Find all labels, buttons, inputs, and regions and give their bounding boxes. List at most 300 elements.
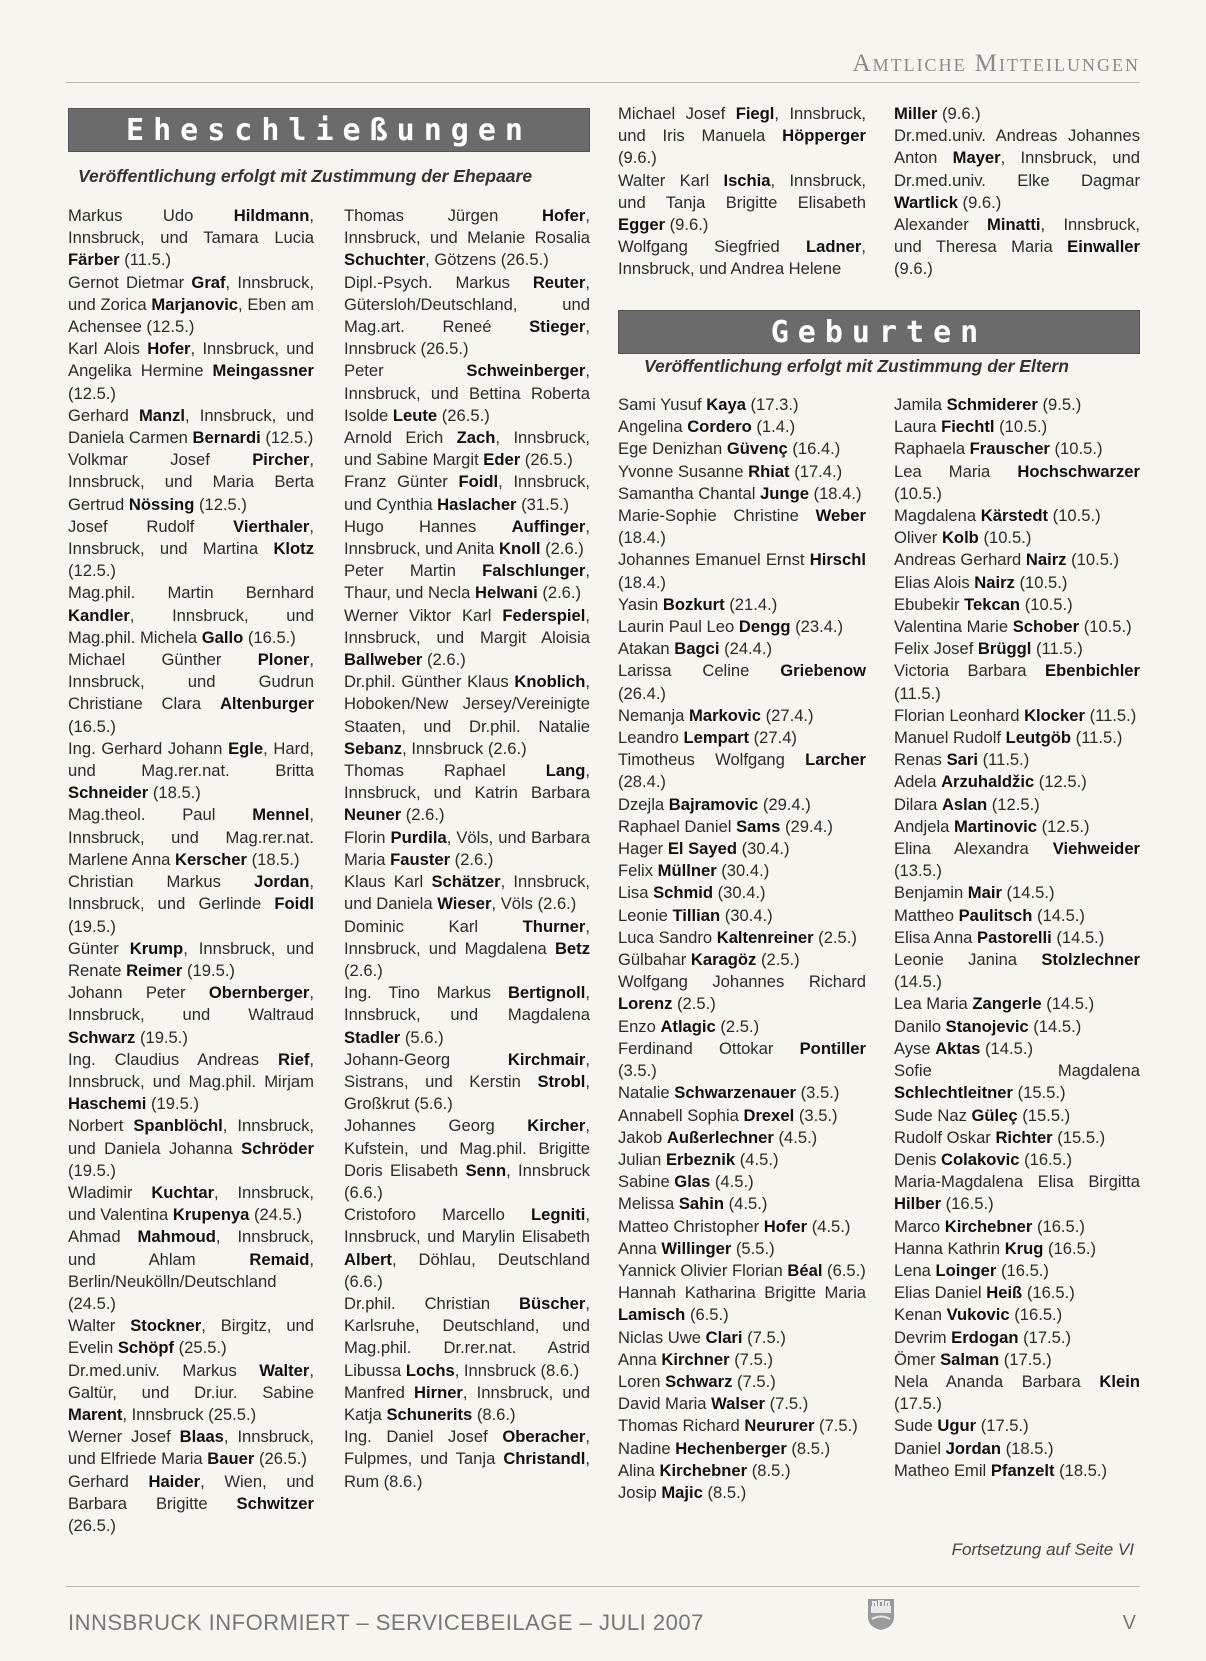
entry-text: (18.5.) [1054, 1460, 1108, 1480]
entry-text: (16.4.) [787, 439, 841, 459]
surname: Schuchter [344, 250, 426, 270]
birth-entry [894, 1371, 1140, 1415]
continued-note: Fortsetzung auf Seite VI [951, 1540, 1134, 1559]
birth-entry [618, 616, 866, 638]
surname: Schmid [653, 883, 713, 903]
entry-text: Lea Maria [894, 461, 1018, 481]
entry-text: (10.5.) [978, 528, 1032, 548]
entry-text: (17.3.) [745, 395, 799, 414]
surname: El Sayed [667, 839, 737, 859]
surname: Purdila [390, 827, 447, 847]
birth-entry [894, 1016, 1140, 1038]
entry-text: Günter [68, 938, 130, 958]
entry-text: (30.4.) [737, 839, 790, 859]
birth-entry [618, 1149, 866, 1171]
entry-text: Kenan [894, 1305, 947, 1325]
surname: Brüggl [977, 639, 1032, 659]
entry-text: (17.5.) [999, 1349, 1052, 1369]
entry-text: (26.5.) [68, 1515, 116, 1535]
entry-text: (17.5.) [1018, 1327, 1072, 1347]
entry-text: (15.5.) [1017, 1105, 1071, 1125]
entry-text: , Innsbruck, und Theresa Maria [894, 215, 1140, 257]
entry-text: Alexander [894, 215, 988, 235]
marriage-entry [68, 205, 314, 272]
surname: Tillian [672, 905, 721, 925]
entry-text: Maria-Magdalena Elisa Birgitta [894, 1172, 1140, 1192]
entry-text: Wladimir [68, 1182, 152, 1202]
entry-text: (19.5.) [68, 1160, 116, 1180]
surname: Ladner [806, 237, 862, 257]
entry-text: Ferdinand Ottokar [618, 1038, 800, 1058]
surname: Willinger [661, 1238, 732, 1258]
surname: Bauer [207, 1449, 255, 1469]
entry-text: (9.6.) [618, 148, 657, 168]
entry-text: , Innsbruck, und Bettina Roberta Isolde [344, 361, 590, 425]
eheschliessungen-column-3 [618, 103, 866, 281]
entry-text: Hager [618, 839, 668, 859]
entry-text: , Innsbruck, und Marylin Elisabeth [344, 1205, 590, 1247]
entry-text: Josip [618, 1482, 662, 1502]
birth-entry [894, 749, 1140, 771]
surname: Klocker [1024, 705, 1085, 725]
surname: Schwarz [665, 1371, 733, 1391]
entry-text: (16.5.) [941, 1194, 994, 1214]
entry-text: (14.5.) [980, 1038, 1033, 1058]
surname: Walter [259, 1360, 310, 1380]
entry-text: Sofie Magdalena [894, 1061, 1140, 1081]
marriage-entry [68, 1115, 314, 1182]
entry-text: (30.4.) [720, 905, 773, 925]
surname: Pontiller [799, 1038, 866, 1058]
entry-text: (9.6.) [957, 192, 1002, 212]
entry-text: (26.5.) [437, 405, 490, 425]
surname: Lang [545, 761, 586, 781]
surname: Graf [191, 272, 226, 292]
birth-entry [618, 1038, 866, 1082]
entry-text: (26.4.) [618, 683, 666, 703]
birth-entry [894, 438, 1140, 460]
entry-text: (9.5.) [1037, 395, 1082, 414]
surname: Drexel [743, 1105, 795, 1125]
birth-entry [618, 1349, 866, 1371]
birth-entry [894, 1438, 1140, 1460]
entry-text: (14.5.) [1001, 883, 1055, 903]
birth-entry [618, 1393, 866, 1415]
entry-text: , Innsbruck (6.6.) [344, 1160, 590, 1202]
entry-text: (14.5.) [1032, 905, 1085, 925]
entry-text: Ebubekir [894, 594, 965, 614]
surname: Altenburger [219, 694, 314, 714]
entry-text: (15.5.) [1012, 1083, 1066, 1103]
surname: Betz [554, 938, 590, 958]
entry-text: Hannah Katharina Brigitte Maria [618, 1283, 866, 1303]
footer-publication: INNSBRUCK INFORMIERT – SERVICEBEILAGE – JULI 2007 [68, 1610, 704, 1635]
entry-text: (15.5.) [1052, 1127, 1106, 1147]
marriage-entry [894, 214, 1140, 281]
marriage-entry [68, 1226, 314, 1315]
entry-text: (13.5.) [894, 861, 942, 881]
entry-text: Enzo [618, 1016, 661, 1036]
entry-text: (7.5.) [814, 1416, 858, 1436]
surname: Jordan [945, 1438, 1001, 1458]
entry-text: Thomas Raphael [344, 761, 546, 781]
surname: Büscher [518, 1293, 586, 1313]
surname: Ploner [257, 650, 310, 670]
entry-text: Sude Naz [894, 1105, 972, 1125]
geburten-subtitle: Veröffentlichung erfolgt mit Zustimmung der Eltern [644, 356, 1069, 376]
entry-text: (10.5.) [894, 483, 942, 503]
birth-entry [894, 1171, 1140, 1215]
birth-entry [618, 1371, 866, 1393]
entry-text: Norbert [68, 1116, 134, 1136]
surname: Höpperger [782, 126, 866, 146]
marriage-entry [618, 236, 866, 280]
surname: Neururer [744, 1416, 815, 1436]
entry-text: , Innsbruck, und Daniela Carmen [68, 405, 315, 448]
birth-entry [894, 927, 1140, 949]
entry-text: Volkmar Josef [68, 450, 253, 470]
marriage-entry [344, 1049, 590, 1116]
entry-text: (2.5.) [813, 927, 857, 947]
entry-text: Jakob [618, 1127, 667, 1147]
entry-text: (10.5.) [1066, 550, 1120, 570]
surname: Kirchner [661, 1349, 730, 1369]
surname: Auffinger [511, 516, 586, 536]
entry-text: (2.6.) [401, 805, 445, 825]
surname: Stieger [529, 317, 586, 337]
surname: Blaas [179, 1427, 224, 1447]
surname: Lempart [683, 728, 749, 748]
marriage-entry [68, 1471, 314, 1538]
marriage-entry [344, 1293, 590, 1382]
entry-text: (7.5.) [729, 1349, 773, 1369]
surname: Pfanzelt [990, 1460, 1055, 1480]
surname: Ischia [723, 170, 771, 190]
birth-entry [894, 505, 1140, 527]
surname: Nairz [974, 572, 1015, 592]
entry-text: Dominic Karl [344, 916, 523, 936]
entry-text: Hugo Hannes [344, 516, 512, 536]
entry-text: (8.5.) [786, 1438, 831, 1458]
entry-text: Elina Alexandra [894, 839, 1053, 859]
marriage-entry [344, 671, 590, 760]
entry-text: Lena [894, 1260, 936, 1280]
entry-text: Benjamin [894, 883, 968, 903]
entry-text: (17.5.) [976, 1416, 1029, 1436]
surname: Larcher [805, 750, 866, 770]
marriage-entry [344, 427, 590, 471]
entry-text: (24.5.) [249, 1205, 302, 1225]
entry-text: Andreas Gerhard [894, 550, 1026, 570]
entry-text: Renas [894, 750, 947, 770]
entry-text: , Innsbruck, und Gudrun Christiane Clara [68, 650, 314, 714]
entry-text: (3.5.) [796, 1083, 840, 1103]
entry-text: (14.5.) [1028, 1016, 1082, 1036]
birth-entry [618, 1082, 866, 1104]
surname: Remaid [249, 1249, 310, 1269]
entry-text: , Innsbruck (25.5.) [122, 1404, 257, 1424]
surname: Foidl [274, 894, 314, 914]
entry-text: Florin [344, 827, 391, 847]
birth-entry [618, 1016, 866, 1038]
surname: Färber [68, 250, 120, 270]
entry-text: (11.5.) [894, 683, 941, 703]
entry-text: Alina [618, 1460, 660, 1480]
eheschliessungen-column-4 [894, 103, 1140, 281]
entry-text: David Maria [618, 1394, 712, 1414]
entry-text: Florian Leonhard [894, 705, 1025, 725]
surname: Leute [392, 405, 438, 425]
entry-text: (11.5.) [119, 250, 171, 270]
surname: Mahmoud [137, 1227, 216, 1247]
birth-entry [894, 1304, 1140, 1326]
entry-text: , Galtür, und Dr.iur. Sabine [68, 1360, 314, 1402]
entry-text: (10.5.) [1048, 506, 1101, 526]
entry-text: Karl Alois [68, 339, 148, 359]
eheschliessungen-subtitle: Veröffentlichung erfolgt mit Zustimmung der Ehepaare [78, 166, 533, 186]
entry-text: (4.5.) [735, 1149, 779, 1169]
entry-text: Andjela [894, 816, 954, 836]
entry-text: (10.5.) [1014, 572, 1068, 592]
entry-text: (11.5.) [1031, 639, 1083, 659]
entry-text: Victoria Barbara [894, 661, 1046, 681]
entry-text: , Innsbruck, und Ahlam [68, 1227, 314, 1269]
entry-text: , Innsbruck, und Zorica [68, 272, 314, 314]
entry-text: Lea Maria [894, 994, 973, 1014]
entry-text: Sabine [618, 1172, 675, 1192]
entry-text: (19.5.) [146, 1094, 199, 1114]
surname: Ballweber [344, 650, 423, 670]
birth-entry [894, 838, 1140, 882]
entry-text: Ing. Daniel Josef [344, 1427, 503, 1447]
entry-text: (3.5.) [794, 1105, 838, 1125]
surname: Junge [760, 483, 809, 503]
entry-text: Leandro [618, 728, 684, 748]
entry-text: , Innsbruck, und Katja [344, 1382, 591, 1424]
entry-text: (10.5.) [1020, 594, 1073, 614]
entry-text: (2.6.) [422, 650, 466, 670]
entry-text: (30.4.) [713, 883, 766, 903]
entry-text: Peter Martin [344, 561, 483, 581]
entry-text: Adela [894, 772, 942, 792]
surname: Nairz [1025, 550, 1067, 570]
entry-text: (19.5.) [68, 916, 116, 936]
surname: Schweinberger [466, 361, 586, 381]
entry-text: Niclas Uwe [618, 1327, 706, 1347]
entry-text: Julian [618, 1149, 666, 1169]
entry-text: Gerhard [68, 405, 139, 425]
entry-text: Felix [618, 861, 658, 881]
eheschliessungen-column-1 [68, 205, 314, 1537]
birth-entry [894, 1260, 1140, 1282]
entry-text: Markus Udo [68, 206, 234, 225]
entry-text: (26.5.) [520, 450, 573, 470]
entry-text: , Innsbruck, und Mag.phil. Michela [68, 605, 314, 647]
birth-entry [618, 882, 866, 904]
birth-entry [618, 816, 866, 838]
birth-entry [894, 1105, 1140, 1127]
entry-text: Dipl.-Psych. Markus [344, 272, 533, 292]
entry-text: (25.5.) [174, 1338, 227, 1358]
surname: Haider [148, 1471, 201, 1491]
birth-entry [894, 394, 1140, 416]
entry-text: (4.5.) [710, 1172, 754, 1192]
section-title: Amtliche Mitteilungen [852, 50, 1140, 77]
entry-text: Ing. Tino Markus [344, 983, 508, 1003]
entry-text: , Innsbruck, und Renate [68, 938, 314, 980]
entry-text: (14.5.) [1041, 994, 1095, 1014]
entry-text: Josef Rudolf [68, 516, 234, 536]
surname: Atlagic [660, 1016, 716, 1036]
entry-text: Walter [68, 1316, 131, 1336]
birth-entry [894, 527, 1140, 549]
entry-text: Leonie Janina [894, 950, 1042, 970]
surname: Miller [894, 104, 938, 123]
entry-text: (16.5.) [1043, 1238, 1096, 1258]
surname: Bagci [674, 639, 720, 659]
entry-text: (21.4.) [724, 594, 778, 614]
birth-entry [894, 660, 1140, 704]
surname: Thurner [522, 916, 586, 936]
birth-entry [618, 838, 866, 860]
birth-entry [618, 1127, 866, 1149]
entry-text: , Innsbruck, und Magdalena [344, 983, 590, 1025]
entry-text: Devrim [894, 1327, 952, 1347]
surname: Griebenow [780, 661, 866, 681]
entry-text: Werner Viktor Karl [344, 605, 503, 625]
entry-text: , Eben am Achensee (12.5.) [68, 294, 315, 337]
surname: Vukovic [946, 1305, 1010, 1325]
entry-text: (24.4.) [719, 639, 773, 659]
birth-entry [618, 949, 866, 971]
birth-entry [618, 416, 866, 438]
entry-text: Valentina Marie [894, 617, 1013, 637]
entry-text: , Götzens (26.5.) [425, 250, 549, 270]
marriage-entry [68, 449, 314, 516]
birth-entry [894, 794, 1140, 816]
marriage-entry [68, 338, 314, 405]
surname: Wieser [437, 894, 492, 914]
entry-text: , Innsbruck, und Anita [344, 516, 590, 559]
surname: Ebenbichler [1045, 661, 1140, 681]
surname: Stanojevic [945, 1016, 1029, 1036]
entry-text: Thomas Richard [618, 1416, 745, 1436]
entry-text: Ing. Claudius Andreas [68, 1049, 279, 1069]
surname: Mayer [952, 148, 1001, 168]
marriage-entry [68, 1049, 314, 1116]
surname: Klotz [273, 539, 314, 559]
entry-text: , Innsbruck, und Margit Aloisia [344, 605, 590, 647]
entry-text: Rudolf Oskar [894, 1127, 996, 1147]
entry-text: Raphael Daniel [618, 816, 737, 836]
birth-entry [894, 1282, 1140, 1304]
entry-text: (2.6.) [344, 960, 383, 980]
entry-text: Dr.phil. Christian [344, 1293, 519, 1313]
entry-text: (16.5.) [68, 716, 116, 736]
entry-text: , Wien, und Barbara Brigitte [68, 1471, 315, 1513]
entry-text: (6.5.) [822, 1260, 866, 1280]
birth-entry [894, 949, 1140, 993]
entry-text: Angelina [618, 417, 688, 437]
entry-text: Anna [618, 1349, 662, 1369]
surname: Mennel [252, 805, 310, 825]
marriage-entry [68, 272, 314, 339]
surname: Lamisch [618, 1305, 686, 1325]
entry-text: Luca Sandro [618, 927, 717, 947]
surname: Legniti [530, 1205, 586, 1225]
birth-entry [618, 638, 866, 660]
surname: Zach [456, 428, 496, 448]
surname: Weber [815, 506, 866, 526]
surname: Schunerits [386, 1404, 473, 1424]
entry-text: , Innsbruck, und Angelika Hermine [68, 339, 314, 381]
entry-text: (12.5.) [194, 494, 247, 514]
marriage-entry [68, 938, 314, 982]
surname: Manzl [138, 405, 186, 425]
entry-text: (23.4.) [790, 617, 844, 637]
entry-text: Samantha Chantal [618, 483, 761, 503]
surname: Schmiderer [946, 395, 1038, 414]
entry-text: Elias Daniel [894, 1283, 987, 1303]
entry-text: (16.5.) [996, 1260, 1049, 1280]
entry-text: Danilo [894, 1016, 946, 1036]
entry-text: , Innsbruck, und Daniela [344, 872, 590, 914]
entry-text: Matheo Emil [894, 1460, 991, 1480]
entry-text: Dzejla [618, 794, 669, 814]
entry-text: Werner Josef [68, 1427, 180, 1447]
birth-entry [618, 860, 866, 882]
entry-text: (11.5.) [1084, 705, 1137, 725]
entry-text: , Kufstein, und Mag.phil. Brigitte Doris Elisabeth [344, 1116, 590, 1180]
entry-text: Larissa Celine [618, 661, 781, 681]
surname: Martinovic [953, 816, 1037, 836]
entry-text: Felix Josef [894, 639, 978, 659]
surname: Sari [946, 750, 978, 770]
entry-text: (2.6.) [450, 849, 494, 869]
entry-text: (5.5.) [731, 1238, 775, 1258]
entry-text: (8.6.) [472, 1404, 516, 1424]
entry-text: (18.4.) [808, 483, 862, 503]
birth-entry [618, 1260, 866, 1282]
entry-text: (7.5.) [742, 1327, 786, 1347]
surname: Stockner [130, 1316, 202, 1336]
surname: Ugur [937, 1416, 977, 1436]
footer-rule [66, 1586, 1140, 1587]
birth-entry [894, 1216, 1140, 1238]
geburten-column-1 [618, 394, 866, 1504]
birth-entry [618, 549, 866, 593]
entry-text: (12.5.) [68, 561, 116, 581]
surname: Einwaller [1067, 237, 1140, 257]
entry-text: (10.5.) [1079, 617, 1132, 637]
surname: Schober [1012, 617, 1080, 637]
surname: Marjanovic [151, 294, 239, 314]
entry-text: Johannes Georg [344, 1116, 528, 1136]
entry-text: Thomas Jürgen [344, 206, 543, 225]
surname: Walser [711, 1394, 765, 1414]
entry-text: , Sistrans, und Kerstin [344, 1049, 590, 1091]
marriage-entry [344, 560, 590, 604]
birth-entry [894, 905, 1140, 927]
birth-entry [618, 1105, 866, 1127]
marriage-entry [68, 1315, 314, 1359]
marriage-entry [344, 516, 590, 560]
entry-text: (16.5.) [243, 627, 296, 647]
surname: Sahin [678, 1194, 725, 1214]
entry-text: , Innsbruck (2.6.) [402, 738, 527, 758]
entry-text: Raphaela [894, 439, 970, 459]
surname: Colakovic [941, 1149, 1020, 1169]
